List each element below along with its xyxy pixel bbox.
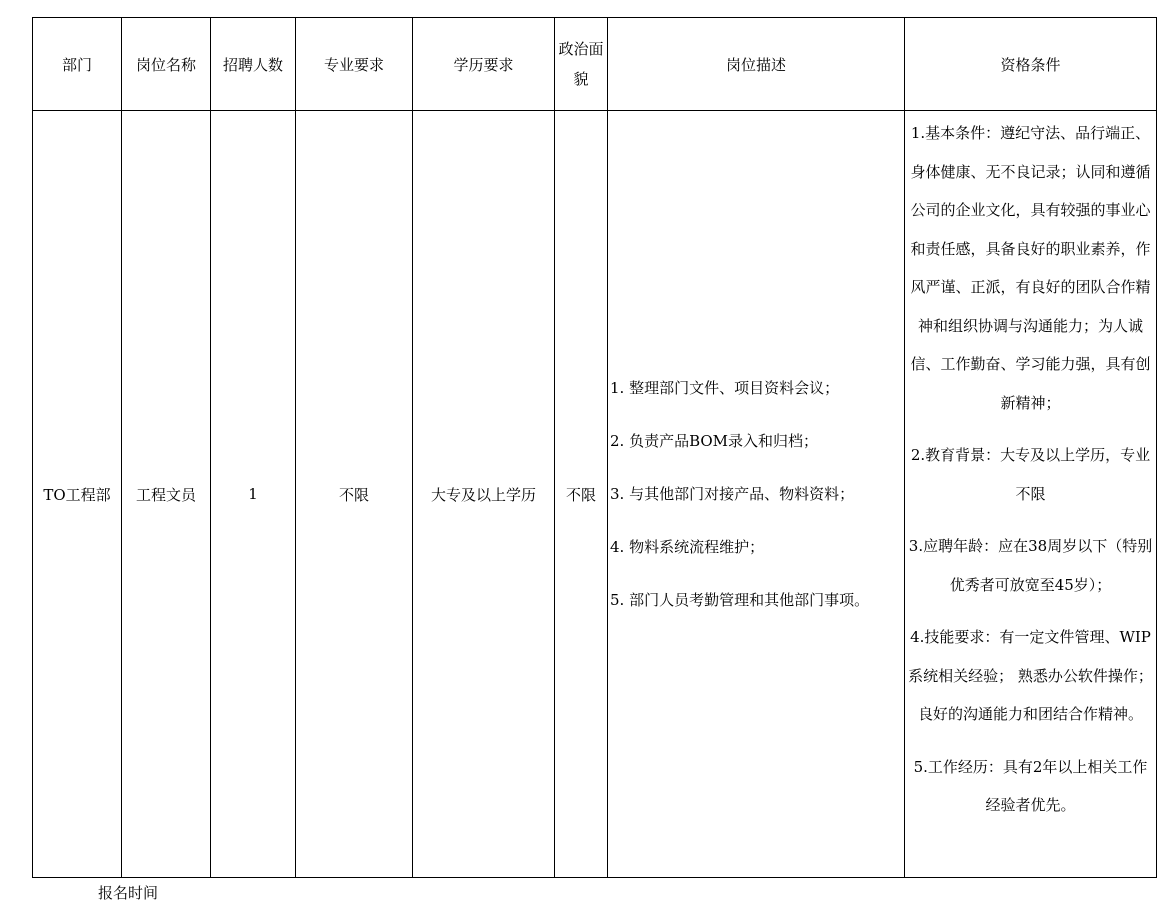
cell-position: 工程文员 (122, 111, 211, 878)
header-political (555, 18, 608, 111)
cell-major: 不限 (296, 111, 413, 878)
cell-description (608, 111, 905, 878)
qualification-item: 2.教育背景：大专及以上学历，专业不限 (910, 446, 1151, 503)
header-education: 学历要求 (413, 18, 555, 111)
cell-education: 大专及以上学历 (413, 111, 555, 878)
job-posting-table (32, 17, 1157, 878)
cell-qualifications (905, 111, 1157, 878)
header-description: 岗位描述 (608, 18, 905, 111)
cell-political: 不限 (555, 111, 608, 878)
qualification-item: 5.工作经历：具有2年以上相关工作经验者优先。 (913, 757, 1148, 814)
description-item: 5. 部门人员考勤管理和其他部门事项。 (610, 591, 870, 609)
description-item: 3. 与其他部门对接产品、物料资料； (610, 485, 855, 503)
description-item: 4. 物料系统流程维护； (610, 538, 765, 556)
qualification-item: 1.基本条件：遵纪守法、品行端正、身体健康、无不良记录；认同和遵循公司的企业文化，具有较强的事业心和责任感，具备良好的职业素养，作风严谨、正派，有良好的团队合作精神和组织协调与沟通能力；为人诚信、工作勤奋、学习能力强，具有创新精神； (910, 124, 1151, 412)
description-item: 1. 整理部门文件、项目资料会议； (610, 379, 840, 397)
description-item: 2. 负责产品BOM录入和归档； (610, 432, 819, 450)
footer-note: 报名时间 (98, 884, 159, 902)
header-political-label: 政治面貌 (558, 40, 604, 88)
header-count: 招聘人数 (211, 18, 296, 111)
header-row (33, 18, 1157, 111)
cell-count: 1 (211, 111, 296, 878)
header-dept: 部门 (33, 18, 122, 111)
cell-dept: TO工程部 (33, 111, 122, 878)
qualification-item: 3.应聘年龄：应在38周岁以下（特别优秀者可放宽至45岁）； (908, 537, 1153, 594)
qualification-item: 4.技能要求：有一定文件管理、WIP系统相关经验； 熟悉办公软件操作；良好的沟通能力和团结合作精神。 (908, 628, 1153, 723)
header-qualifications: 资格条件 (905, 18, 1157, 111)
table-row (33, 111, 1157, 878)
header-major: 专业要求 (296, 18, 413, 111)
header-position: 岗位名称 (122, 18, 211, 111)
